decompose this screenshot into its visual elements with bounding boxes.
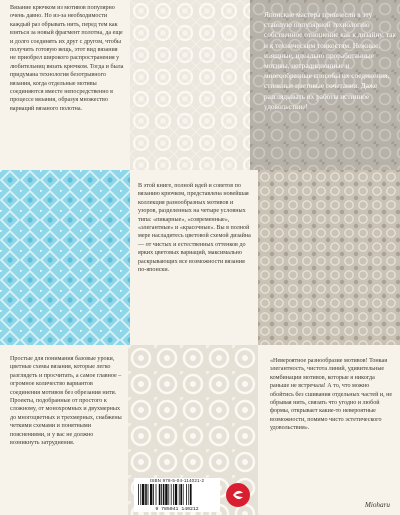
review-quote: «Невероятное разнообразие мотивов! Тонкая элегантность, чистота линий, удивительные комбинации мотивов, которые я никогда раньше не встречала! А то, что можно обойтись без сшивания отдельных частей и, не обрывая нить, связать что угодно и любой формы, открывает какие-то невероятные возможности, помимо чисто эстетического удовольствия». [270,358,393,432]
intro-paragraph: Вязание крючком из мотивов популярно очень давно. Но из-за необходимости каждый раз обрывать нить, перед тем как взяться за новый фрагмент полотна, да еще и долго соединять их друг с другом, чтобы получить готовую вещь, этот вид вязания не приобрел широкого распространения у любительниц вязать крючком. Тогда и была придумана технология безотрывного вязания, когда отдельные мотивы соединяются вместе непосредственно в процессе вязания, образуя множество вариаций вязаного полотна. [10,5,124,112]
text-block-center [130,170,258,345]
text-block-bottom-right [258,345,400,515]
lace-photo-cream-top [130,0,250,170]
lessons-paragraph: Простые для понимания базовые уроки, цветные схемы вязания, которые легко разглядеть и просчитать, а самое главное – огромное количество вариантов соединения мотивов без обрезания нити. Проекты, подобранные от простого к сложному, от монохромных и двухмерных до многоцветных и трехмерных, снабжены четкими схемами и понятными пояснениями, и у вас не должно возникнуть затруднения. [10,356,122,447]
quote-signature: Mioharu [364,501,390,509]
isbn-label: ISBN 978-5-04-114021-2 [149,478,205,483]
lace-photo-turquoise [0,170,130,345]
eksmo-logo-icon [225,482,251,508]
text-block-bottom-left [0,345,128,515]
lace-photo-taupe [258,170,400,345]
barcode-digits: 9 785041 140212 [155,507,199,512]
book-description-paragraph: В этой книге, полной идей и советов по вязанию крючком, представлена новейшая коллекция разнообразных мотивов и узоров, разделенных на четыре условных типа: «пикарные», «современные», «элегантные» и «красочные». Вы в полной мере насладитесь цветовой схемой дизайна — от чистых и естественных оттенков до ярких цветовых вариаций, максимально раскрывающих все возможности вязания по-японски. [138,183,251,274]
text-block-top-left [0,0,130,170]
barcode-icon [138,484,216,505]
text-block-top-right [250,0,400,170]
isbn-barcode [134,478,220,512]
japanese-masters-paragraph: Японские мастера привнесли в эту ставшую популярной технологию собственное отношение как к дизайну, так и к техническим тонкостям. Нежные, изящные, идеально проработанные мотивы, нетрадиционные и многообразные способы их соединения, стильные цветовые сочетания. Даже разглядывать их работы истинное удовольствие! [264,10,396,111]
